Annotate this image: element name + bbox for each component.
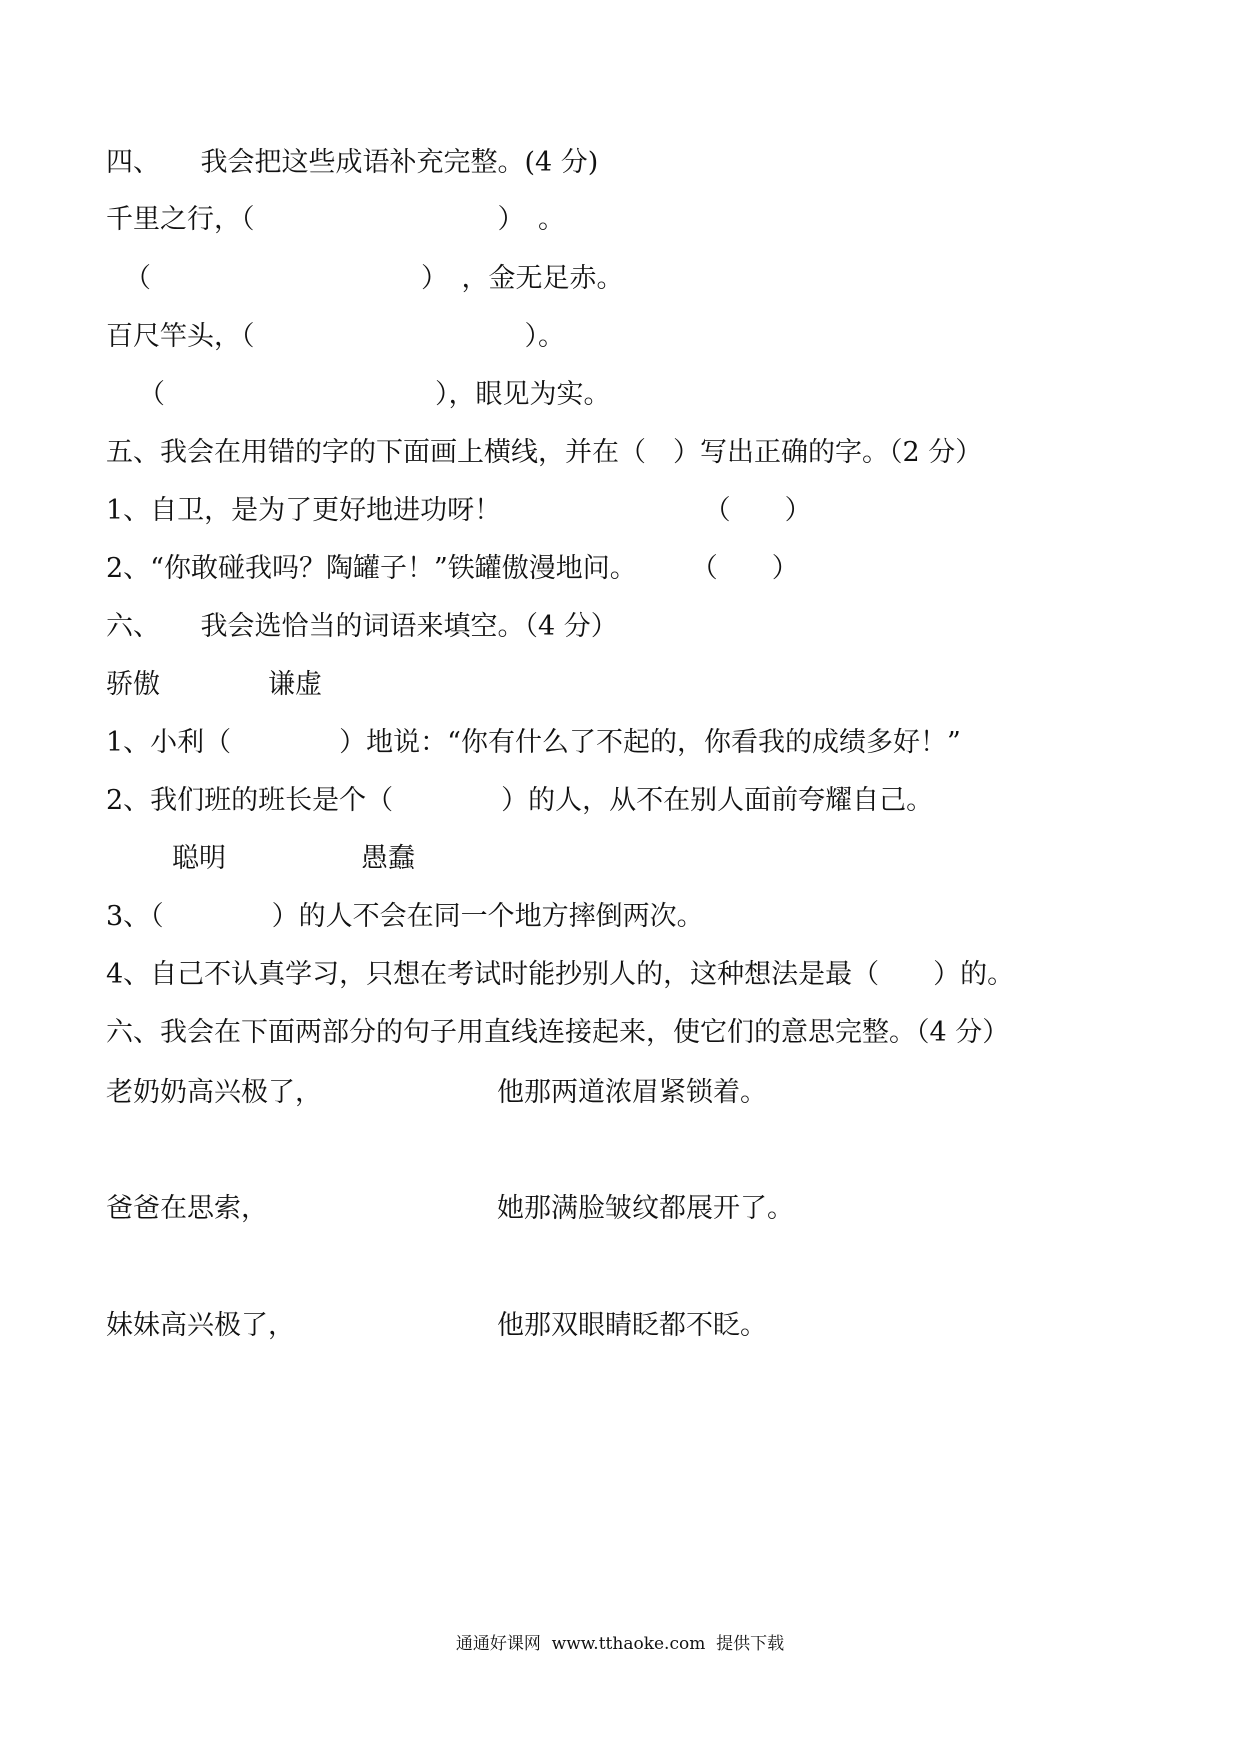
correction-item-1: 1、自卫，是为了更好地进功呀！ （ ）	[106, 495, 812, 526]
match-left-1: 老奶奶高兴极了，	[106, 1077, 322, 1108]
match-right-1: 他那两道浓眉紧锁着。	[497, 1077, 767, 1108]
fill-item-1: 1、小利（ ）地说：“你有什么了不起的，你看我的成绩多好！”	[106, 727, 961, 758]
word-choices-2: 聪明 愚蠢	[172, 843, 415, 874]
section-6b-heading: 六、我会在下面两部分的句子用直线连接起来，使它们的意思完整。（4 分）	[106, 1017, 1010, 1048]
section-6-heading: 六、 我会选恰当的词语来填空。（4 分）	[106, 611, 618, 642]
idiom-line-4: （ ），眼见为实。	[138, 379, 611, 410]
idiom-line-2: （ ） ，金无足赤。	[124, 263, 624, 294]
match-left-2: 爸爸在思索，	[106, 1193, 268, 1224]
section-5-heading: 五、我会在用错的字的下面画上横线，并在（ ）写出正确的字。（2 分）	[106, 437, 983, 468]
idiom-line-3: 百尺竿头，（ ）。	[106, 321, 565, 352]
fill-item-2: 2、我们班的班长是个（ ）的人，从不在别人面前夸耀自己。	[106, 785, 934, 816]
match-left-3: 妹妹高兴极了，	[106, 1310, 295, 1341]
match-right-3: 他那双眼睛眨都不眨。	[497, 1310, 767, 1341]
section-4-heading: 四、 我会把这些成语补充完整。(4 分)	[106, 147, 599, 178]
fill-item-3: 3、（ ）的人不会在同一个地方摔倒两次。	[106, 901, 704, 932]
word-choices-1: 骄傲 谦虚	[106, 669, 322, 700]
page-footer: 通通好课网 www.tthaoke.com 提供下载	[455, 1634, 785, 1654]
match-right-2: 她那满脸皱纹都展开了。	[497, 1193, 794, 1224]
idiom-line-1: 千里之行，（ ） 。	[106, 204, 565, 235]
correction-item-2: 2、“你敢碰我吗？陶罐子！”铁罐傲漫地问。 （ ）	[106, 553, 799, 584]
fill-item-4: 4、自己不认真学习，只想在考试时能抄别人的，这种想法是最（ ）的。	[106, 959, 1015, 990]
